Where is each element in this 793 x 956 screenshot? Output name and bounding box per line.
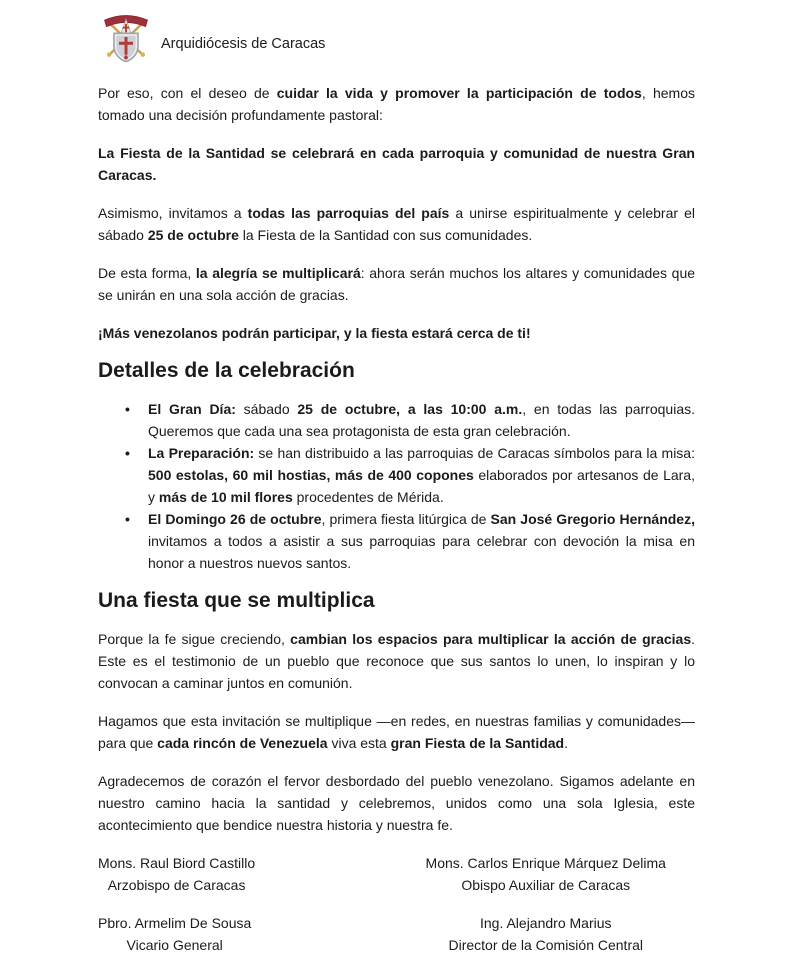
signatory-name: Pbro. Armelim De Sousa <box>98 915 252 931</box>
paragraph-fe-creciendo: Porque la fe sigue creciendo, cambian los espacios para multiplicar la acción de gracias. Este es el testimonio de un pueblo que reconoce que sus santos lo unen, lo inspiran y lo convocan a caminar juntos en comunión. <box>98 631 695 691</box>
bullet-icon: • <box>125 445 130 461</box>
signatory-name: Ing. Alejandro Marius <box>479 915 612 931</box>
bullet-icon: • <box>125 511 130 527</box>
signatory-title: Arzobispo de Caracas <box>107 877 246 893</box>
signature-auxiliary-bishop <box>426 852 666 896</box>
paragraph-hagamos: Hagamos que esta invitación se multiplique —en redes, en nuestras familias y comunidades— para que cada rincón de Venezuela viva esta gran Fiesta de la Santidad. <box>98 713 695 751</box>
signatory-title: Obispo Auxiliar de Caracas <box>461 877 631 893</box>
signatory-name: Mons. Carlos Enrique Márquez Delima <box>425 855 666 871</box>
paragraph-announcement: La Fiesta de la Santidad se celebrará en cada parroquia y comunidad de nuestra Gran Caracas. <box>98 145 695 183</box>
paragraph-exclamation: ¡Más venezolanos podrán participar, y la fiesta estará cerca de ti! <box>98 325 531 341</box>
document-header <box>98 8 695 64</box>
list-item-preparacion <box>98 442 695 508</box>
list-item-domingo-26 <box>98 508 695 574</box>
signatory-title: Vicario General <box>126 937 223 953</box>
archdiocese-crest-logo <box>98 8 154 64</box>
letter-body <box>98 82 695 956</box>
signatory-title: Director de la Comisión Central <box>448 937 644 953</box>
org-name: Arquidiócesis de Caracas <box>161 36 326 52</box>
signature-archbishop <box>98 852 255 896</box>
bullet-icon: • <box>125 401 130 417</box>
list-item-text: El Gran Día: sábado 25 de octubre, a las 10:00 a.m., en todas las parroquias. Queremos que cada una sea protagonista de esta gran celebración. <box>148 401 695 439</box>
paragraph-agradecemos: Agradecemos de corazón el fervor desbordado del pueblo venezolano. Sigamos adelante en nuestro camino hacia la santidad y celebremos, unidos como una sola Iglesia, este acontecimiento que bendice nuestra historia y nuestra fe. <box>98 773 695 833</box>
list-item-text: La Preparación: se han distribuido a las parroquias de Caracas símbolos para la misa: 500 estolas, 60 mil hostias, más de 400 copones elaborados por artesanos de Lara, y más de 10 mil flores procedentes de Mérida. <box>148 445 695 505</box>
paragraph-invitation: Asimismo, invitamos a todas las parroquias del país a unirse espiritualmente y celebrar el sábado 25 de octubre la Fiesta de la Santidad con sus comunidades. <box>98 205 696 243</box>
paragraph-intro: Por eso, con el deseo de cuidar la vida y promover la participación de todos, hemos tomado una decisión profundamente pastoral: <box>98 85 695 123</box>
list-item-gran-dia <box>98 398 695 442</box>
signatory-name: Mons. Raul Biord Castillo <box>98 855 256 871</box>
paragraph-joy-multiplied: De esta forma, la alegría se multiplicará: ahora serán muchos los altares y comunidades que se unirán en una sola acción de gracias. <box>98 265 696 303</box>
signature-commission-director <box>448 912 643 956</box>
heading-fiesta-multiplica: Una fiesta que se multiplica <box>98 589 375 612</box>
signature-vicar-general <box>98 912 251 956</box>
signature-block <box>98 852 695 956</box>
heading-celebration-details: Detalles de la celebración <box>98 359 355 382</box>
list-item-text: El Domingo 26 de octubre, primera fiesta litúrgica de San José Gregorio Hernández, invitamos a todos a asistir a sus parroquias para celebrar con devoción la misa en honor a nuestros nuevos santos. <box>148 511 695 571</box>
celebration-details-list <box>98 398 695 574</box>
